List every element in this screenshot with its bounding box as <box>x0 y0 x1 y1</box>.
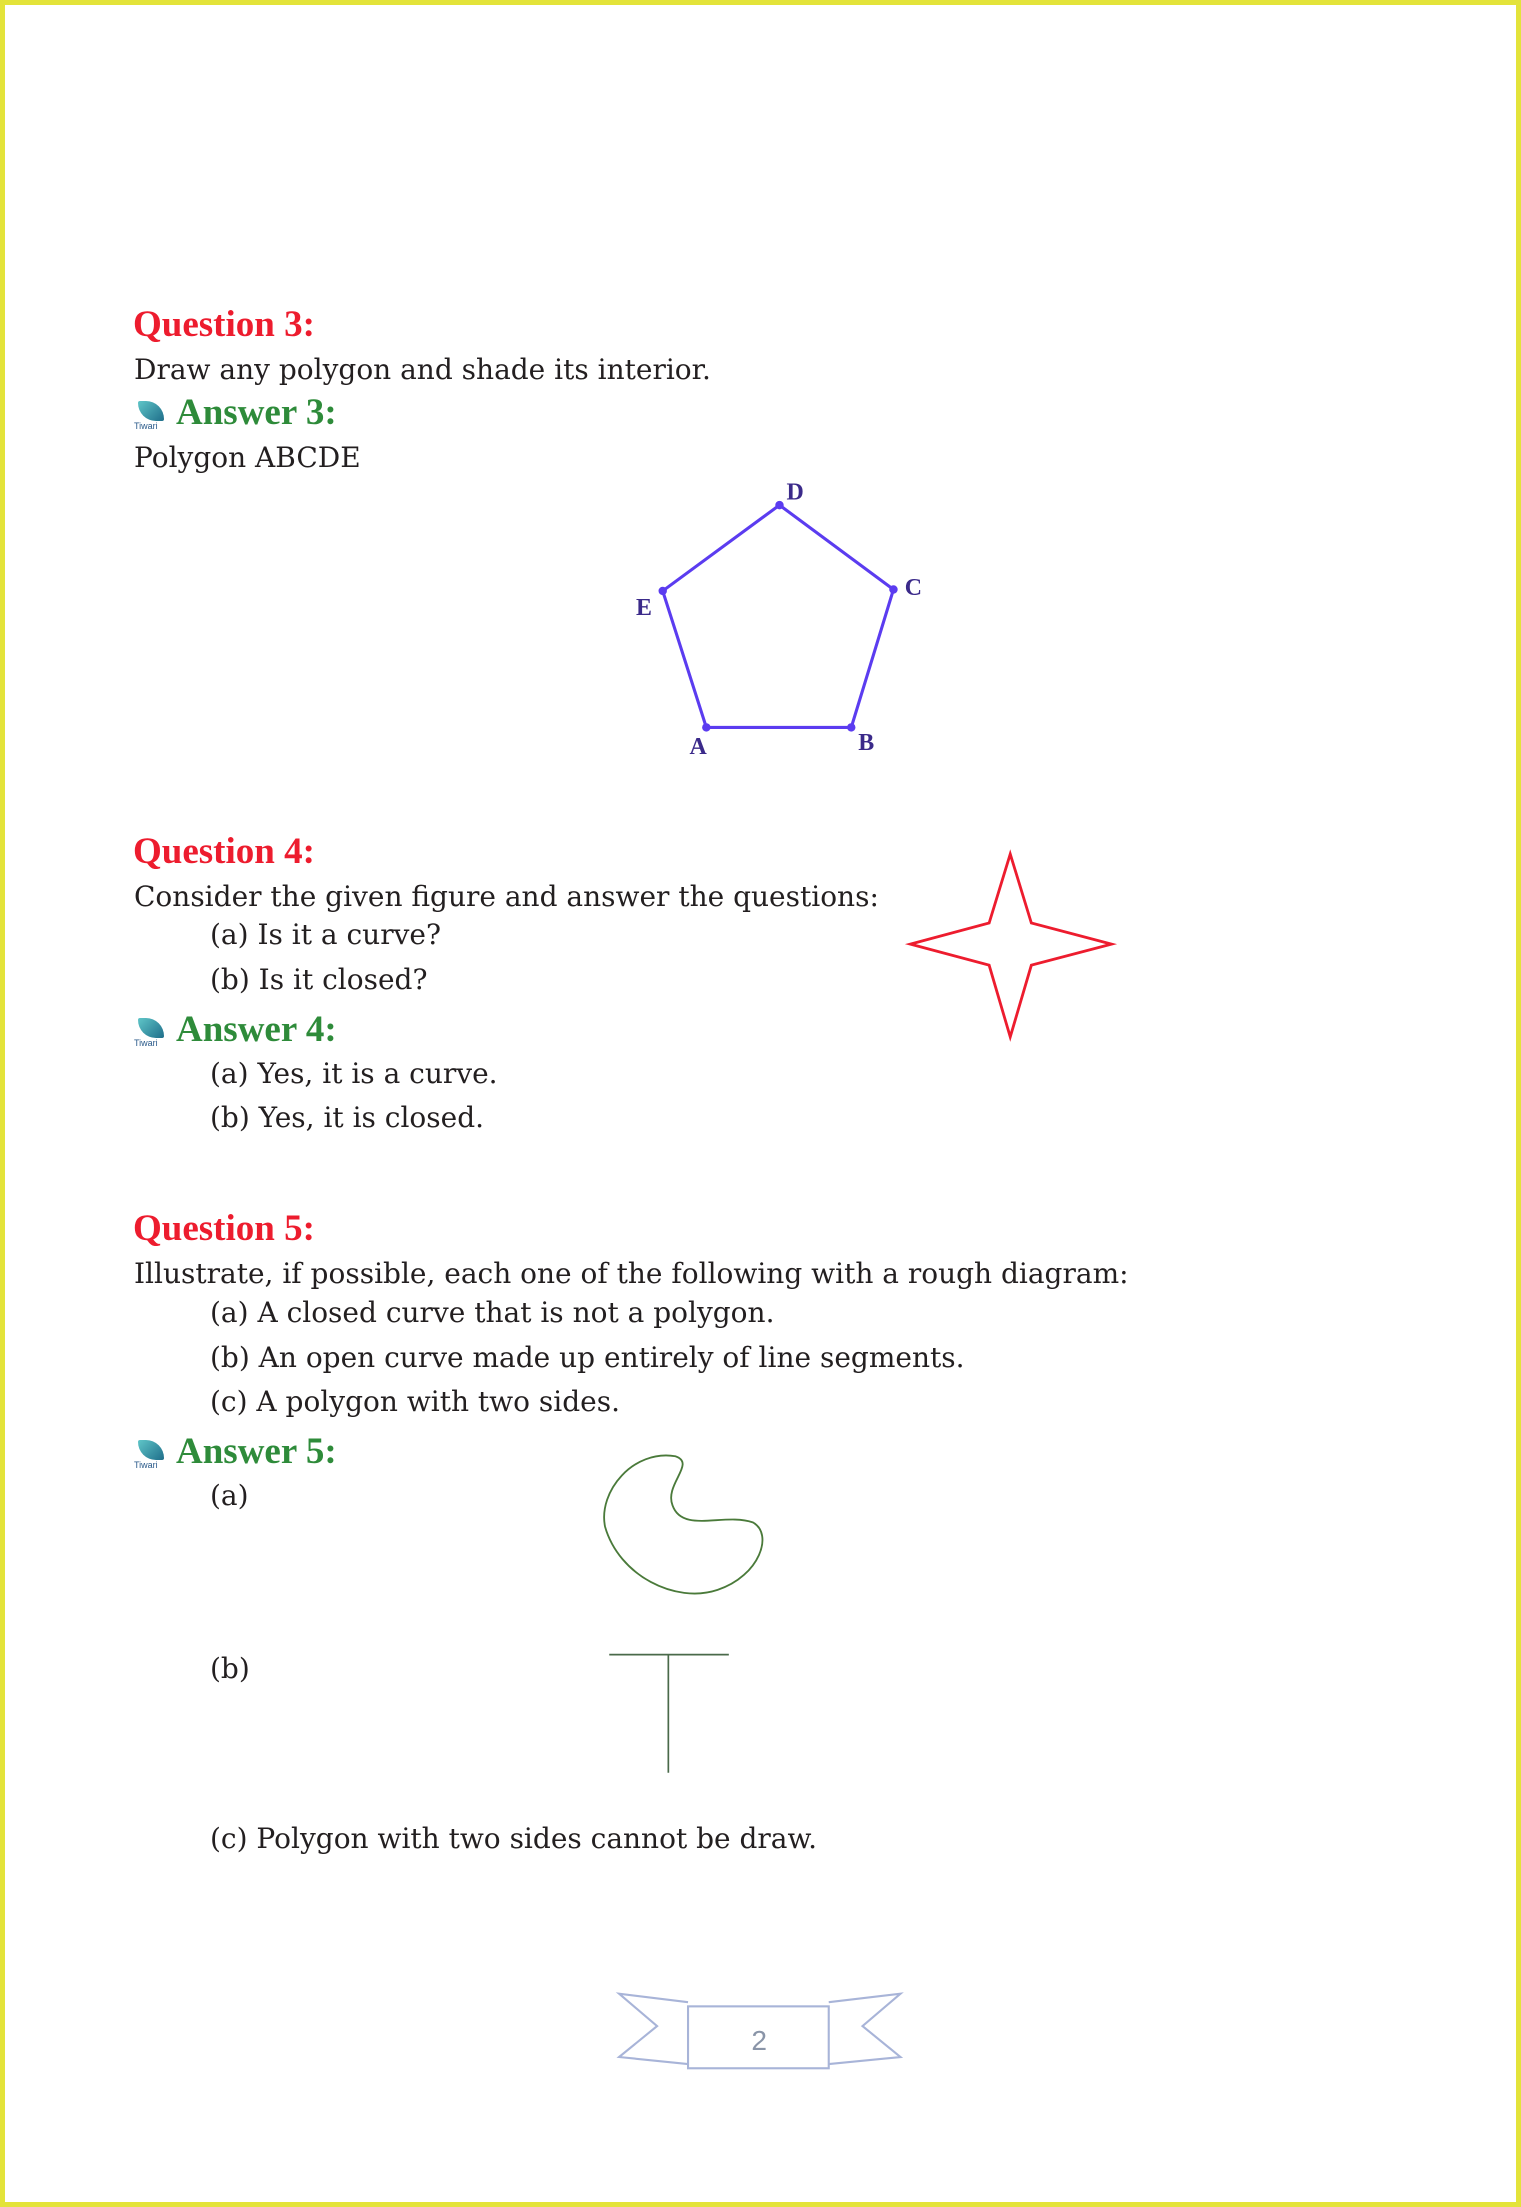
question-4-part-b: (b) Is it closed? <box>210 963 428 996</box>
question-3-text: Draw any polygon and shade its interior. <box>134 353 711 386</box>
question-5-part-c: (c) A polygon with two sides. <box>210 1385 620 1418</box>
question-4-title: Question 4: <box>133 831 315 872</box>
line-segments-drawing <box>609 1655 729 1773</box>
vertex-label-a: A <box>689 734 707 761</box>
page-number-banner <box>619 1994 900 2069</box>
closed-curve-drawing <box>604 1455 762 1593</box>
answer-3-title <box>134 394 337 431</box>
question-4-part-a: (a) Is it a curve? <box>210 918 441 951</box>
answer-4-label: Answer 4: <box>176 1009 337 1050</box>
answer-4-part-b: (b) Yes, it is closed. <box>210 1101 485 1134</box>
answer-4-part-a: (a) Yes, it is a curve. <box>210 1057 498 1090</box>
vertex-label-d: D <box>786 479 804 506</box>
question-5-part-a: (a) A closed curve that is not a polygon. <box>210 1296 775 1329</box>
answer-5-part-b: (b) <box>210 1652 250 1685</box>
question-4-text: Consider the given figure and answer the questions: <box>134 880 879 913</box>
answer-5-label: Answer 5: <box>176 1431 337 1472</box>
vertex-label-c: C <box>904 575 922 602</box>
vertex-label-e: E <box>635 594 652 621</box>
tiwari-logo-icon: Tiwari <box>134 1440 168 1470</box>
answer-3-text: Polygon ABCDE <box>134 441 361 474</box>
answer-3-label: Answer 3: <box>176 392 337 433</box>
answer-5-title <box>134 1433 337 1470</box>
page-number: 2 <box>751 2024 768 2056</box>
question-5-part-b: (b) An open curve made up entirely of line segments. <box>210 1341 965 1374</box>
question-3-title: Question 3: <box>133 304 315 345</box>
question-5-text: Illustrate, if possible, each one of the following with a rough diagram: <box>134 1257 1129 1290</box>
four-point-star <box>910 854 1111 1037</box>
vertex-label-b: B <box>858 729 875 756</box>
pentagon-abcde <box>636 479 922 760</box>
tiwari-logo-icon: Tiwari <box>134 1018 168 1048</box>
answer-5-part-a: (a) <box>210 1479 249 1512</box>
answer-4-title <box>134 1011 337 1048</box>
answer-5-part-c: (c) Polygon with two sides cannot be draw. <box>210 1822 818 1855</box>
question-5-title: Question 5: <box>133 1208 315 1249</box>
tiwari-logo-icon: Tiwari <box>134 401 168 431</box>
